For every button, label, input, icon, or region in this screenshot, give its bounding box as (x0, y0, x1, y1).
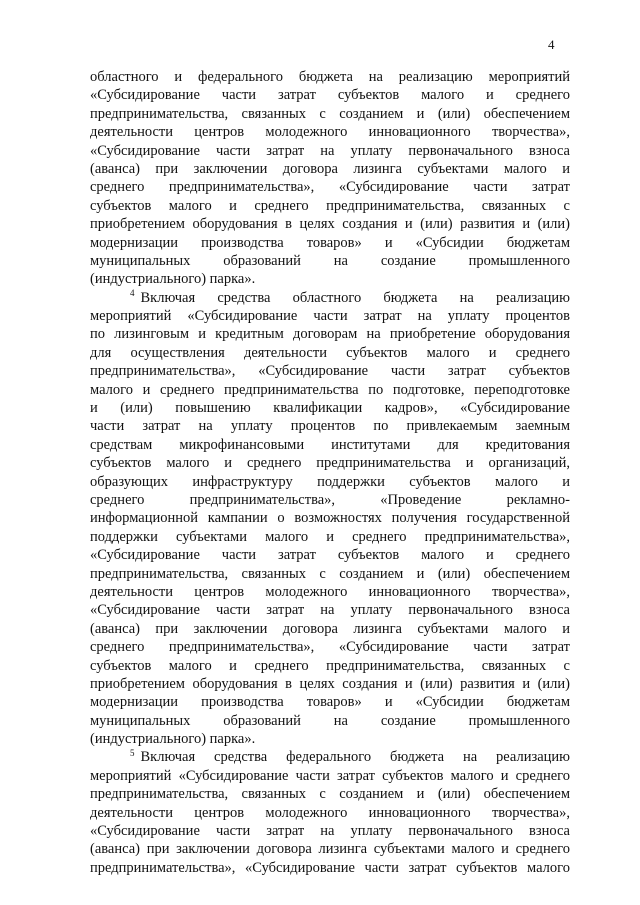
text-line (90, 528, 570, 546)
text-line (90, 583, 570, 601)
text-line (90, 620, 570, 638)
line-text: поддержки субъектами малого и среднего предпринимательства», (90, 528, 570, 545)
text-line (90, 197, 570, 215)
text-line (90, 712, 570, 730)
line-text: «Субсидирование части затрат субъектов малого и среднего (90, 547, 570, 564)
text-line (90, 601, 570, 619)
line-text: среднего предпринимательства», «Проведение рекламно- (90, 491, 570, 508)
text-line (90, 675, 570, 693)
text-line (90, 270, 570, 288)
text-line (90, 454, 570, 472)
text-line (90, 160, 570, 178)
text-line (90, 693, 570, 711)
text-line (90, 68, 570, 86)
text-line (90, 785, 570, 803)
line-text: малого и среднего предпринимательства по подготовке, переподготовке (90, 381, 570, 398)
text-line (90, 325, 570, 343)
line-text: и (или) повышению квалификации кадров», «Субсидирование (90, 400, 570, 417)
text-line (90, 822, 570, 840)
text-line (90, 86, 570, 104)
text-line (90, 509, 570, 527)
text-line (90, 859, 570, 877)
line-text: приобретением оборудования в целях создания и (или) развития и (или) (90, 675, 570, 692)
line-text: Включая средства федерального бюджета на реализацию (140, 749, 570, 766)
line-text: образующих инфраструктуру поддержки субъектов малого и (90, 473, 570, 490)
document-body (90, 68, 570, 877)
line-text: «Субсидирование части затрат субъектов малого и среднего (90, 87, 570, 104)
line-text: среднего предпринимательства», «Субсидирование части затрат (90, 639, 570, 656)
line-text: (индустриального) парка». (90, 731, 256, 748)
line-text: «Субсидирование части затрат на уплату первоначального взноса (90, 142, 570, 159)
line-text: субъектов малого и среднего предпринимательства и организаций, (90, 455, 570, 472)
text-line (90, 252, 570, 270)
text-line (90, 840, 570, 858)
line-text: предпринимательства, связанных с созданием и (или) обеспечением (90, 565, 570, 582)
text-line (90, 142, 570, 160)
text-line (90, 289, 570, 307)
line-text: Включая средства областного бюджета на реализацию (140, 289, 570, 306)
line-text: (индустриального) парка». (90, 271, 256, 288)
line-text: части затрат на уплату процентов по привлекаемым заемным (90, 418, 570, 435)
text-line (90, 123, 570, 141)
line-text: информационной кампании о возможностях получения государственной (90, 510, 570, 527)
text-line (90, 491, 570, 509)
line-text: мероприятий «Субсидирование части затрат на уплату процентов (90, 308, 570, 325)
paragraph-continuation (90, 68, 570, 289)
line-text: средствам микрофинансовыми институтами для кредитования (90, 436, 570, 453)
line-text: субъектов малого и среднего предпринимательства, связанных с (90, 197, 570, 214)
line-text: муниципальных образований на создание промышленного (90, 252, 570, 269)
line-text: деятельности центров молодежного инновационного творчества», (90, 804, 570, 821)
footnote-marker: 5 (130, 747, 135, 758)
line-text: «Субсидирование части затрат на уплату первоначального взноса (90, 602, 570, 619)
line-text: предпринимательства», «Субсидирование части затрат субъектов малого (90, 859, 570, 876)
line-text: предпринимательства», «Субсидирование части затрат субъектов (90, 363, 570, 380)
text-line (90, 381, 570, 399)
line-text: деятельности центров молодежного инновационного творчества», (90, 124, 570, 141)
text-line (90, 215, 570, 233)
line-text: (аванса) при заключении договора лизинга субъектами малого и (90, 620, 570, 637)
text-line (90, 362, 570, 380)
text-line (90, 767, 570, 785)
text-line (90, 178, 570, 196)
line-text: мероприятий «Субсидирование части затрат субъектов малого и среднего (90, 767, 570, 784)
line-text: модернизации производства товаров» и «Субсидии бюджетам (90, 694, 570, 711)
line-text: приобретением оборудования в целях создания и (или) развития и (или) (90, 216, 570, 233)
line-text: деятельности центров молодежного инновационного творчества», (90, 583, 570, 600)
text-line (90, 565, 570, 583)
footnote-marker: 4 (130, 287, 135, 298)
text-line (90, 307, 570, 325)
text-line (90, 657, 570, 675)
text-line (90, 344, 570, 362)
line-text: среднего предпринимательства», «Субсидирование части затрат (90, 179, 570, 196)
text-line (90, 234, 570, 252)
line-text: модернизации производства товаров» и «Субсидии бюджетам (90, 234, 570, 251)
line-text: предпринимательства, связанных с созданием и (или) обеспечением (90, 105, 570, 122)
line-text: «Субсидирование части затрат на уплату первоначального взноса (90, 823, 570, 840)
text-line (90, 417, 570, 435)
text-line (90, 804, 570, 822)
text-line (90, 546, 570, 564)
text-line (90, 748, 570, 766)
text-line (90, 638, 570, 656)
line-text: предпринимательства, связанных с созданием и (или) обеспечением (90, 786, 570, 803)
line-text: по лизинговым и кредитным договорам на приобретение оборудования (90, 326, 570, 343)
paragraph-footnote-4 (90, 289, 570, 749)
text-line (90, 399, 570, 417)
text-line (90, 473, 570, 491)
line-text: (аванса) при заключении договора лизинга субъектами малого и (90, 160, 570, 177)
line-text: (аванса) при заключении договора лизинга субъектами малого и среднего (90, 841, 570, 858)
text-line (90, 436, 570, 454)
line-text: для осуществления деятельности субъектов малого и среднего (90, 344, 570, 361)
text-line (90, 730, 570, 748)
text-line (90, 105, 570, 123)
line-text: областного и федерального бюджета на реализацию мероприятий (90, 69, 570, 85)
page-number: 4 (548, 37, 555, 52)
line-text: муниципальных образований на создание промышленного (90, 712, 570, 729)
paragraph-footnote-5 (90, 748, 570, 877)
line-text: субъектов малого и среднего предпринимательства, связанных с (90, 657, 570, 674)
